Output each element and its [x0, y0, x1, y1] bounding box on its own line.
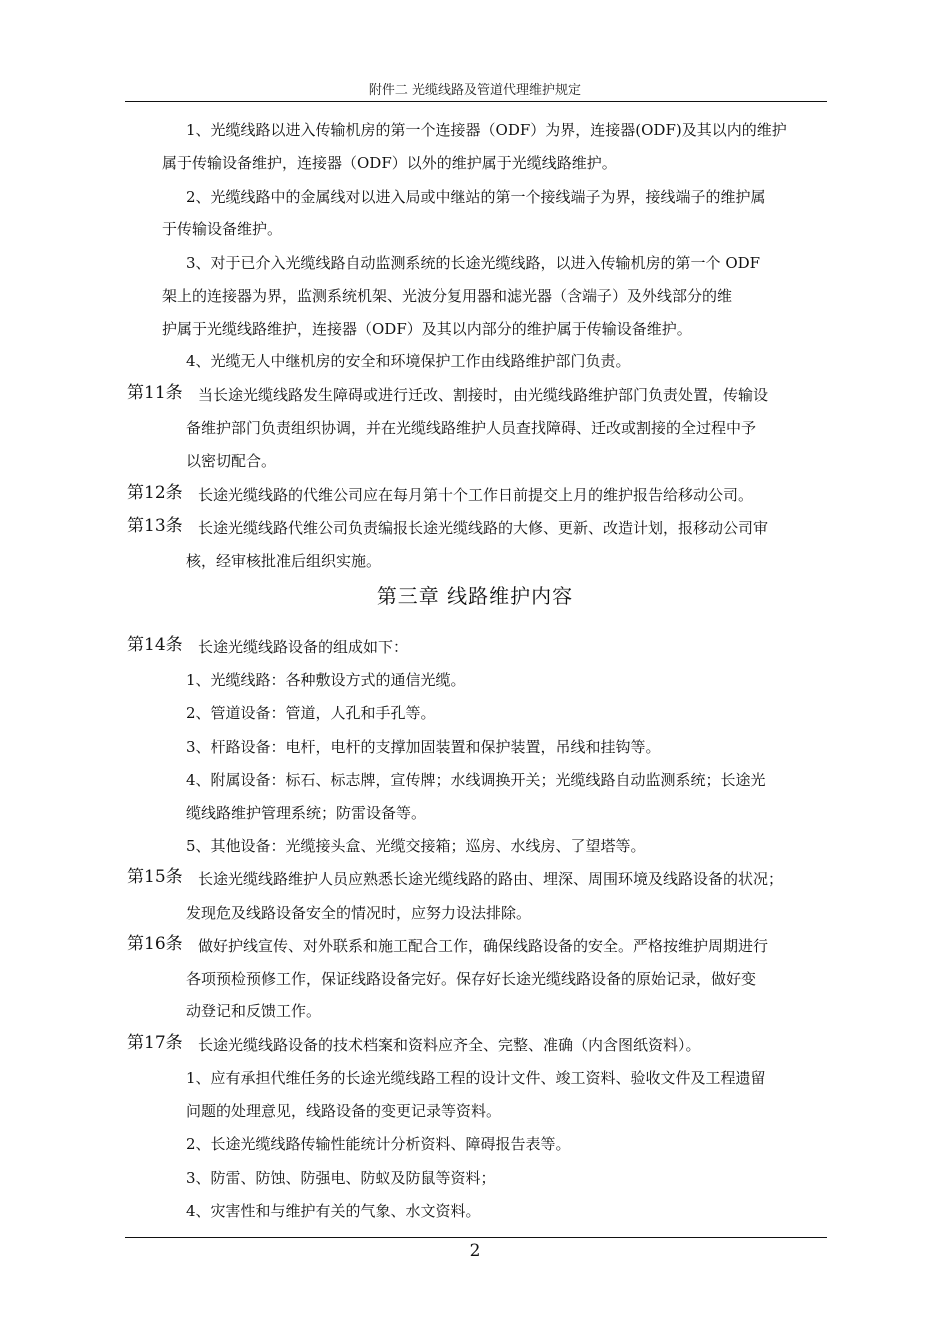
text-line: 属于传输设备维护，连接器（ODF）以外的维护属于光缆线路维护。 [162, 154, 617, 172]
text-line: 2、光缆线路中的金属线对以进入局或中继站的第一个接线端子为界，接线端子的维护属 [186, 188, 766, 206]
text-line: 问题的处理意见，线路设备的变更记录等资料。 [186, 1102, 502, 1120]
text-line: 动登记和反馈工作。 [186, 1002, 322, 1020]
article-number: 第17条 [127, 1033, 183, 1053]
chapter-title: 第三章 线路维护内容 [376, 584, 574, 608]
text-line: 长途光缆线路维护人员应熟悉长途光缆线路的路由、埋深、周围环境及线路设备的状况； [198, 870, 784, 888]
page-number: 2 [469, 1241, 481, 1261]
text-line: 护属于光缆线路维护，连接器（ODF）及其以内部分的维护属于传输设备维护。 [162, 320, 692, 338]
text-line: 长途光缆线路设备的组成如下： [198, 638, 409, 656]
text-line: 各项预检预修工作，保证线路设备完好。保存好长途光缆线路设备的原始记录，做好变 [186, 970, 757, 988]
text-line: 当长途光缆线路发生障碍或进行迁改、割接时，由光缆线路维护部门负责处置，传输设 [198, 386, 769, 404]
text-line: 做好护线宣传、对外联系和施工配合工作，确保线路设备的安全。严格按维护周期进行 [198, 937, 769, 955]
text-line: 3、对于已介入光缆线路自动监测系统的长途光缆线路，以进入传输机房的第一个 ODF [186, 254, 761, 272]
article-number: 第16条 [127, 934, 183, 954]
text-line: 1、光缆线路以进入传输机房的第一个连接器（ODF）为界，连接器(ODF)及其以内的维护 [186, 121, 787, 139]
text-line: 4、灾害性和与维护有关的气象、水文资料。 [186, 1202, 481, 1220]
text-line: 长途光缆线路代维公司负责编报长途光缆线路的大修、更新、改造计划，报移动公司审 [198, 519, 769, 537]
text-line: 缆线路维护管理系统；防雷设备等。 [186, 804, 427, 822]
text-line: 以密切配合。 [186, 452, 277, 470]
text-line: 4、光缆无人中继机房的安全和环境保护工作由线路维护部门负责。 [186, 352, 631, 370]
text-line: 于传输设备维护。 [162, 220, 283, 238]
article-number: 第13条 [127, 516, 183, 536]
text-line: 长途光缆线路的代维公司应在每月第十个工作日前提交上月的维护报告给移动公司。 [198, 486, 754, 504]
text-line: 备维护部门负责组织协调，并在光缆线路维护人员查找障碍、迁改或割接的全过程中予 [186, 419, 757, 437]
article-number: 第12条 [127, 483, 183, 503]
text-line: 2、管道设备：管道，人孔和手孔等。 [186, 704, 436, 722]
text-line: 5、其他设备：光缆接头盒、光缆交接箱；巡房、水线房、了望塔等。 [186, 837, 646, 855]
article-number: 第14条 [127, 635, 183, 655]
text-line: 1、光缆线路：各种敷设方式的通信光缆。 [186, 671, 466, 689]
page-header: 附件二 光缆线路及管道代理维护规定 [368, 83, 582, 98]
text-line: 4、附属设备：标石、标志牌，宣传牌；水线调换开关；光缆线路自动监测系统；长途光 [186, 771, 766, 789]
text-line: 2、长途光缆线路传输性能统计分析资料、障碍报告表等。 [186, 1135, 571, 1153]
article-number: 第15条 [127, 867, 183, 887]
header-rule [125, 101, 827, 102]
text-line: 架上的连接器为界，监测系统机架、光波分复用器和滤光器（含端子）及外线部分的维 [162, 287, 733, 305]
text-line: 长途光缆线路设备的技术档案和资料应齐全、完整、准确（内含图纸资料）。 [198, 1036, 701, 1054]
footer-rule [125, 1237, 827, 1238]
article-number: 第11条 [127, 383, 183, 403]
text-line: 1、应有承担代维任务的长途光缆线路工程的设计文件、竣工资料、验收文件及工程遗留 [186, 1069, 766, 1087]
text-line: 发现危及线路设备安全的情况时，应努力设法排除。 [186, 904, 532, 922]
text-line: 核，经审核批准后组织实施。 [186, 552, 382, 570]
text-line: 3、杆路设备：电杆，电杆的支撑加固装置和保护装置，吊线和挂钩等。 [186, 738, 661, 756]
text-line: 3、防雷、防蚀、防强电、防蚁及防鼠等资料； [186, 1169, 496, 1187]
